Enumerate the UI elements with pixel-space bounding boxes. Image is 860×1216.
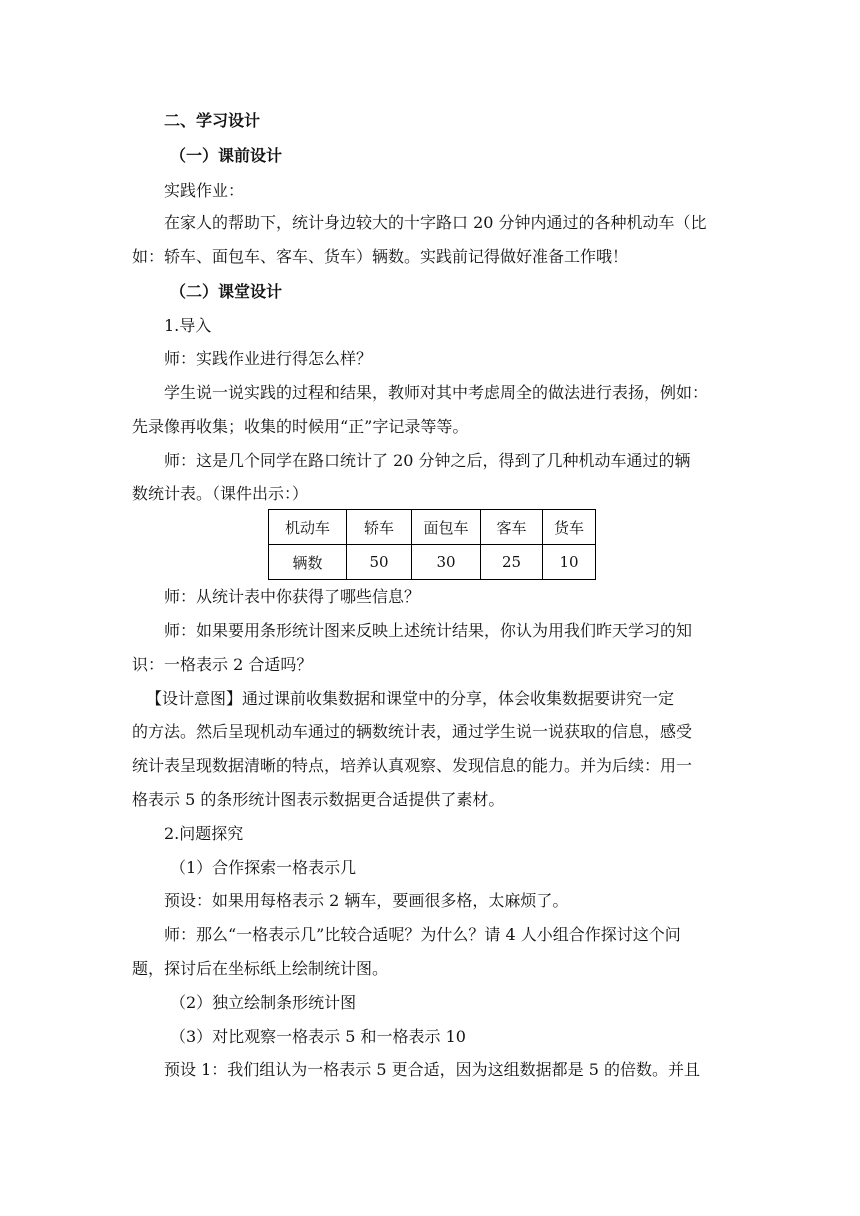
pre-class-heading: （一）课前设计 (170, 146, 283, 165)
table-cell: 10 (543, 545, 596, 580)
table-cell: 面包车 (412, 510, 481, 545)
teacher-line-1: 师：实践作业进行得怎么样？ (164, 349, 373, 368)
homework-text-line2: 如：轿车、面包车、客车、货车）辆数。实践前记得做好准备工作哦！ (132, 247, 629, 266)
step2-heading: 2.问题探究 (164, 824, 244, 843)
student-line-1a: 学生说一说实践的过程和结果，教师对其中考虑周全的做法进行表扬，例如： (164, 383, 709, 402)
table-row (269, 545, 596, 580)
design-intent-line1: 【设计意图】通过课前收集数据和课堂中的分享，体会收集数据要讲究一定 (146, 689, 675, 708)
table-header-row (269, 510, 596, 545)
teacher-line-4b: 识：一格表示 2 合适吗？ (132, 655, 313, 674)
table-cell: 30 (412, 545, 481, 580)
preset-1-line: 预设 1：我们组认为一格表示 5 更合适，因为这组数据都是 5 的倍数。并且 (164, 1060, 700, 1079)
design-intent-line2: 的方法。然后呈现机动车通过的辆数统计表，通过学生说一说获取的信息，感受 (132, 722, 693, 741)
subsection-3: （3）对比观察一格表示 5 和一格表示 10 (170, 1027, 466, 1046)
table-cell: 25 (481, 545, 543, 580)
table-cell: 辆数 (269, 545, 347, 580)
teacher-line-2a: 师：这是几个同学在路口统计了 20 分钟之后，得到了几种机动车通过的辆 (164, 451, 691, 470)
design-intent-line4: 格表示 5 的条形统计图表示数据更合适提供了素材。 (132, 790, 505, 809)
table-cell: 50 (347, 545, 412, 580)
homework-text-line1: 在家人的帮助下，统计身边较大的十字路口 20 分钟内通过的各种机动车（比 (164, 213, 707, 232)
teacher-line-5a: 师：那么“一格表示几”比较合适呢？为什么？请 4 人小组合作探讨这个问 (164, 925, 681, 944)
teacher-line-4a: 师：如果要用条形统计图来反映上述统计结果，你认为用我们昨天学习的知 (164, 621, 693, 640)
design-intent-line3: 统计表呈现数据清晰的特点，培养认真观察、发现信息的能力。并为后续：用一 (132, 756, 693, 775)
teacher-line-3: 师：从统计表中你获得了哪些信息？ (164, 587, 421, 606)
step1-heading: 1.导入 (164, 316, 212, 335)
section-title: 二、学习设计 (164, 111, 261, 130)
in-class-heading: （二）课堂设计 (170, 282, 283, 301)
table-cell: 客车 (481, 510, 543, 545)
student-line-1b: 先录像再收集；收集的时候用“正”字记录等等。 (132, 417, 469, 436)
subsection-1: （1）合作探索一格表示几 (170, 858, 357, 877)
table-cell: 货车 (543, 510, 596, 545)
teacher-line-2b: 数统计表。（课件出示：） (132, 484, 309, 503)
homework-label: 实践作业： (164, 181, 245, 200)
teacher-line-5b: 题，探讨后在坐标纸上绘制统计图。 (132, 959, 389, 978)
table-cell: 机动车 (269, 510, 347, 545)
vehicle-count-table (268, 509, 596, 580)
subsection-2: （2）独立绘制条形统计图 (170, 993, 357, 1012)
table-cell: 轿车 (347, 510, 412, 545)
preset-line: 预设：如果用每格表示 2 辆车，要画很多格，太麻烦了。 (164, 891, 569, 910)
